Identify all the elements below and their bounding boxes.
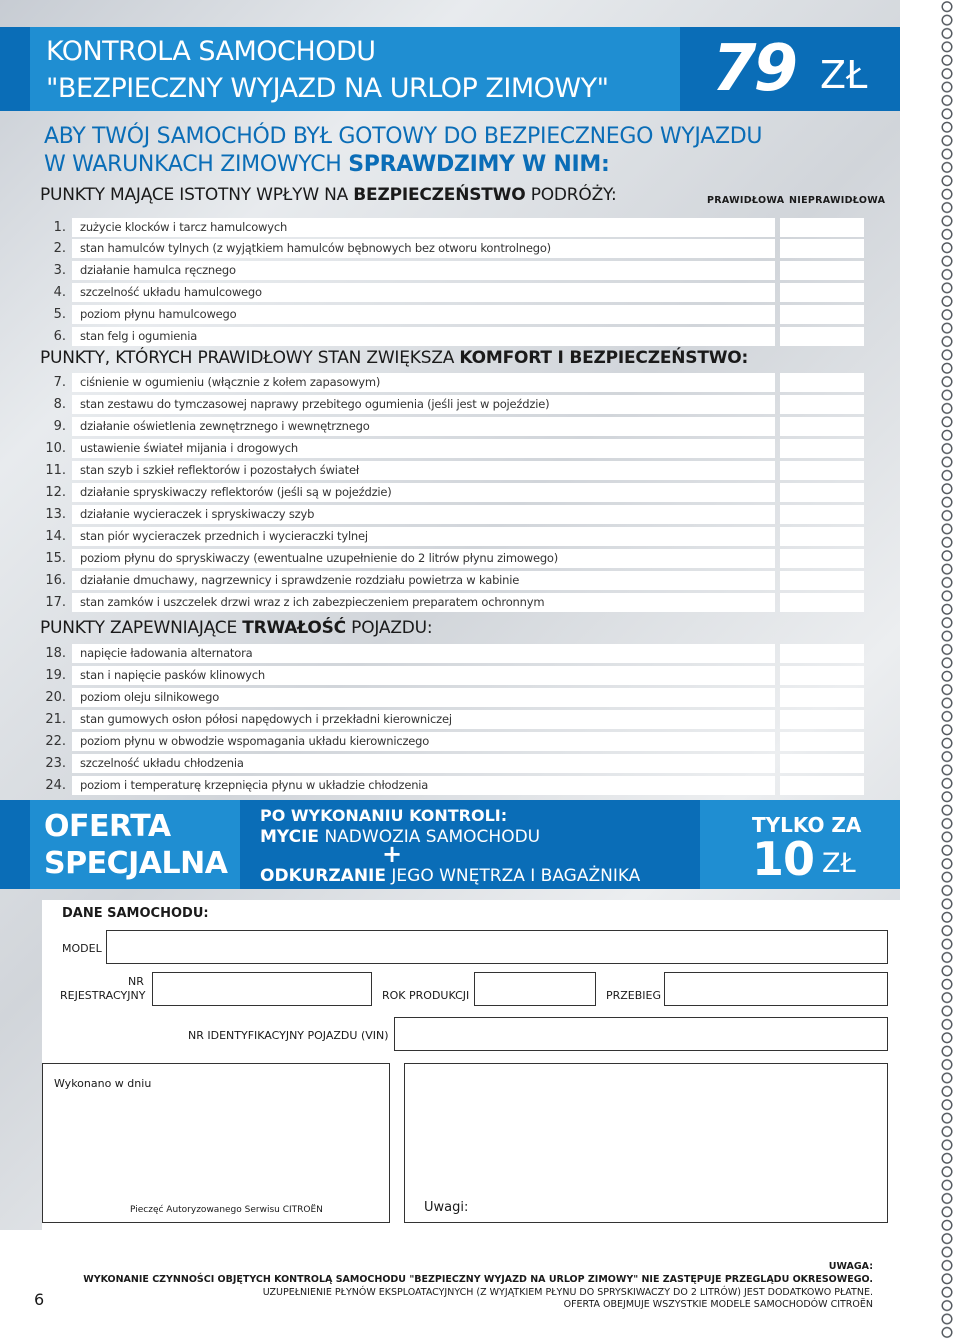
item-text: poziom oleju silnikowego: [72, 688, 727, 707]
section-heading-durability: [40, 617, 432, 639]
item-number: 3.: [53, 263, 66, 278]
done-on-label: Wykonano w dniu: [54, 1077, 152, 1090]
item-text: szczelność układu hamulcowego: [72, 283, 727, 302]
item-text: stan felg i ogumienia: [72, 327, 727, 346]
item-text: poziom płynu do spryskiwaczy (ewentualne uzupełnienie do 2 litrów płynu zimowego): [72, 549, 727, 568]
item-text: poziom płynu hamulcowego: [72, 305, 727, 324]
not-ok-checkbox[interactable]: [780, 483, 864, 502]
item-text: stan szyb i szkieł reflektorów i pozostałych świateł: [72, 461, 727, 480]
ok-checkbox[interactable]: [699, 373, 775, 392]
ok-checkbox[interactable]: [699, 283, 775, 302]
checklist-row: [38, 571, 900, 590]
item-number: 18.: [45, 646, 66, 661]
mileage-label: PRZEBIEG: [606, 989, 662, 1002]
checklist-row: [38, 261, 900, 280]
item-text: poziom i temperaturę krzepnięcia płynu w układzie chłodzenia: [72, 776, 727, 795]
checklist-row: [38, 218, 900, 237]
section-heading-comfort: [40, 347, 748, 369]
ok-checkbox[interactable]: [699, 549, 775, 568]
ok-checkbox[interactable]: [699, 688, 775, 707]
item-number: 15.: [45, 551, 66, 566]
item-text: działanie hamulca ręcznego: [72, 261, 727, 280]
section-heading-plain: PUNKTY ZAPEWNIAJĄCE: [40, 618, 243, 638]
item-number: 19.: [45, 668, 66, 683]
checklist-row: [38, 754, 900, 773]
item-number: 10.: [45, 441, 66, 456]
model-label: MODEL: [62, 942, 102, 955]
not-ok-checkbox[interactable]: [780, 710, 864, 729]
ok-checkbox[interactable]: [699, 571, 775, 590]
item-text: zużycie klocków i tarcz hamulcowych: [72, 218, 727, 237]
offer-wash-rest: NADWOZIA SAMOCHODU: [319, 827, 541, 847]
checklist-row: [38, 239, 900, 258]
offer-plus: +: [382, 840, 403, 868]
checklist-row: [38, 549, 900, 568]
checklist-row: [38, 283, 900, 302]
ok-checkbox[interactable]: [699, 754, 775, 773]
vin-label: NR IDENTYFIKACYJNY POJAZDU (VIN): [188, 1029, 389, 1042]
item-text: stan piór wycieraczek przednich i wycieraczki tylnej: [72, 527, 727, 546]
ok-checkbox[interactable]: [699, 593, 775, 612]
ok-checkbox[interactable]: [699, 439, 775, 458]
not-ok-checkbox[interactable]: [780, 439, 864, 458]
item-number: 11.: [45, 463, 66, 478]
section-heading-plain: PUNKTY, KTÓRYCH PRAWIDŁOWY STAN ZWIĘKSZA: [40, 348, 460, 368]
registration-field[interactable]: [152, 972, 372, 1006]
not-ok-checkbox[interactable]: [780, 239, 864, 258]
item-text: działanie spryskiwaczy reflektorów (jeśli są w pojeździe): [72, 483, 727, 502]
item-number: 23.: [45, 756, 66, 771]
section-heading-tail: POJAZDU:: [345, 618, 433, 638]
item-text: poziom płynu w obwodzie wspomagania układu kierowniczego: [72, 732, 727, 751]
footer-note-line-1: WYKONANIE CZYNNOŚCI OBJĘTYCH KONTROLĄ SAMOCHODU "BEZPIECZNY WYJAZD NA URLOP ZIMOWY" NIE ZASTĘPUJE PRZEGLĄDU OKRESOWEGO.: [83, 1274, 873, 1285]
item-number: 24.: [45, 778, 66, 793]
vin-field[interactable]: [394, 1017, 888, 1051]
ok-checkbox[interactable]: [699, 327, 775, 346]
title-line-1: KONTROLA SAMOCHODU: [46, 36, 376, 67]
ok-checkbox[interactable]: [699, 305, 775, 324]
not-ok-checkbox[interactable]: [780, 395, 864, 414]
item-text: stan zamków i uszczelek drzwi wraz z ich zabezpieczeniem preparatem ochronnym: [72, 593, 727, 612]
offer-after-check: PO WYKONANIU KONTROLI:: [260, 806, 508, 825]
item-number: 14.: [45, 529, 66, 544]
not-ok-checkbox[interactable]: [780, 571, 864, 590]
price-currency: ZŁ: [820, 53, 868, 97]
intro-line-2-plain: W WARUNKACH ZIMOWYCH: [44, 152, 349, 177]
stamp-label: Pieczęć Autoryzowanego Serwisu CITROËN: [130, 1205, 323, 1215]
item-number: 16.: [45, 573, 66, 588]
ok-checkbox[interactable]: [699, 644, 775, 663]
ok-checkbox[interactable]: [699, 505, 775, 524]
item-number: 21.: [45, 712, 66, 727]
checklist-row: [38, 710, 900, 729]
spiral-binding: [918, 0, 960, 1340]
footer-note-line-3: OFERTA OBEJMUJE WSZYSTKIE MODELE SAMOCHODÓW CITROËN: [563, 1299, 873, 1310]
checklist-row: [38, 644, 900, 663]
remarks-label: Uwagi:: [424, 1200, 469, 1215]
item-number: 4.: [53, 285, 66, 300]
remarks-box[interactable]: [404, 1063, 888, 1223]
ok-checkbox[interactable]: [699, 527, 775, 546]
section-heading-safety: [40, 184, 617, 206]
not-ok-checkbox[interactable]: [780, 527, 864, 546]
ok-checkbox[interactable]: [699, 417, 775, 436]
item-number: 6.: [53, 329, 66, 344]
section-heading-tail: PODRÓŻY:: [525, 185, 617, 205]
checklist-row: [38, 527, 900, 546]
model-field[interactable]: [106, 930, 888, 964]
section-heading-bold: KOMFORT I BEZPIECZEŃSTWO:: [459, 348, 749, 368]
ok-checkbox[interactable]: [699, 776, 775, 795]
column-header-bad: NIEPRAWIDŁOWA: [789, 195, 886, 206]
not-ok-checkbox[interactable]: [780, 417, 864, 436]
item-number: 13.: [45, 507, 66, 522]
intro-line-1: ABY TWÓJ SAMOCHÓD BYŁ GOTOWY DO BEZPIECZNEGO WYJAZDU: [44, 124, 763, 149]
checklist-row: [38, 505, 900, 524]
not-ok-checkbox[interactable]: [780, 305, 864, 324]
item-text: napięcie ładowania alternatora: [72, 644, 727, 663]
section-heading-bold: BEZPIECZEŃSTWO: [353, 185, 526, 205]
intro-line-2: [44, 151, 609, 179]
item-text: ustawienie świateł mijania i drogowych: [72, 439, 727, 458]
checklist-row: [38, 395, 900, 414]
ok-checkbox[interactable]: [699, 666, 775, 685]
item-text: działanie oświetlenia zewnętrznego i wewnętrznego: [72, 417, 727, 436]
offer-wash-bold: MYCIE: [260, 827, 320, 847]
intro-line-2-bold: SPRAWDZIMY W NIM:: [348, 152, 610, 177]
checklist-row: [38, 732, 900, 751]
footer-note-title: UWAGA:: [828, 1261, 873, 1272]
not-ok-checkbox[interactable]: [780, 644, 864, 663]
not-ok-checkbox[interactable]: [780, 549, 864, 568]
checklist-row: [38, 688, 900, 707]
checklist-row: [38, 305, 900, 324]
offer-title-line-1: OFERTA: [44, 809, 171, 844]
item-number: 2.: [53, 241, 66, 256]
ok-checkbox[interactable]: [699, 710, 775, 729]
item-text: stan zestawu do tymczasowej naprawy przebitego ogumienia (jeśli jest w pojeździe): [72, 395, 727, 414]
offer-price-currency: ZŁ: [822, 848, 856, 879]
not-ok-checkbox[interactable]: [780, 261, 864, 280]
item-text: stan hamulców tylnych (z wyjątkiem hamulców bębnowych bez otworu kontrolnego): [72, 239, 727, 258]
ok-checkbox[interactable]: [699, 395, 775, 414]
item-number: 22.: [45, 734, 66, 749]
not-ok-checkbox[interactable]: [780, 754, 864, 773]
not-ok-checkbox[interactable]: [780, 505, 864, 524]
item-number: 20.: [45, 690, 66, 705]
item-number: 17.: [45, 595, 66, 610]
item-text: szczelność układu chłodzenia: [72, 754, 727, 773]
not-ok-checkbox[interactable]: [780, 461, 864, 480]
not-ok-checkbox[interactable]: [780, 373, 864, 392]
not-ok-checkbox[interactable]: [780, 776, 864, 795]
checklist-row: [38, 439, 900, 458]
reg-label-line-2: REJESTRACYJNY: [60, 989, 146, 1002]
offer-price-value: 10: [752, 832, 815, 886]
checklist-row: [38, 373, 900, 392]
not-ok-checkbox[interactable]: [780, 283, 864, 302]
item-number: 5.: [53, 307, 66, 322]
item-text: stan i napięcie pasków klinowych: [72, 666, 727, 685]
not-ok-checkbox[interactable]: [780, 218, 864, 237]
checklist-row: [38, 327, 900, 346]
ok-checkbox[interactable]: [699, 218, 775, 237]
item-number: 8.: [53, 397, 66, 412]
item-number: 1.: [53, 220, 66, 235]
item-number: 7.: [53, 375, 66, 390]
not-ok-checkbox[interactable]: [780, 327, 864, 346]
ok-checkbox[interactable]: [699, 461, 775, 480]
section-heading-bold: TRWAŁOŚĆ: [242, 618, 346, 638]
checklist-row: [38, 593, 900, 612]
title-line-2: "BEZPIECZNY WYJAZD NA URLOP ZIMOWY": [46, 73, 609, 104]
not-ok-checkbox[interactable]: [780, 666, 864, 685]
item-number: 12.: [45, 485, 66, 500]
ok-checkbox[interactable]: [699, 261, 775, 280]
price-value: 79: [712, 32, 796, 106]
offer-title-line-2: SPECJALNA: [44, 846, 228, 881]
car-form-heading: DANE SAMOCHODU:: [62, 906, 209, 921]
item-text: działanie dmuchawy, nagrzewnicy i sprawdzenie rozdziału powietrza w kabinie: [72, 571, 727, 590]
title-box: [30, 27, 680, 111]
offer-vacuum: [260, 865, 640, 887]
year-label: ROK PRODUKCJI: [382, 989, 470, 1002]
item-text: stan gumowych osłon półosi napędowych i przekładni kierowniczej: [72, 710, 727, 729]
ok-checkbox[interactable]: [699, 732, 775, 751]
not-ok-checkbox[interactable]: [780, 732, 864, 751]
footer-note-line-2: UZUPEŁNIENIE PŁYNÓW EKSPLOATACYJNYCH (Z WYJĄTKIEM PŁYNU DO SPRYSKIWACZY DO 2 LITRÓW) JEST DODATKOWO PŁATNE.: [262, 1287, 873, 1298]
production-year-field[interactable]: [474, 972, 596, 1006]
ok-checkbox[interactable]: [699, 239, 775, 258]
not-ok-checkbox[interactable]: [780, 593, 864, 612]
column-header-ok: PRAWIDŁOWA: [707, 195, 785, 206]
ok-checkbox[interactable]: [699, 483, 775, 502]
checklist-row: [38, 461, 900, 480]
checklist-row: [38, 417, 900, 436]
section-heading-plain: PUNKTY MAJĄCE ISTOTNY WPŁYW NA: [40, 185, 354, 205]
item-text: działanie wycieraczek i spryskiwaczy szyb: [72, 505, 727, 524]
offer-vacuum-bold: ODKURZANIE: [260, 866, 386, 886]
offer-only-for: TYLKO ZA: [752, 813, 862, 837]
item-text: ciśnienie w ogumieniu (włącznie z kołem zapasowym): [72, 373, 727, 392]
item-number: 9.: [53, 419, 66, 434]
mileage-field[interactable]: [664, 972, 888, 1006]
page-number: 6: [34, 1290, 45, 1309]
checklist-row: [38, 666, 900, 685]
reg-label-line-1: NR: [128, 975, 144, 988]
checklist-row: [38, 776, 900, 795]
not-ok-checkbox[interactable]: [780, 688, 864, 707]
checklist-row: [38, 483, 900, 502]
offer-vacuum-rest: JEGO WNĘTRZA I BAGAŻNIKA: [385, 866, 641, 886]
